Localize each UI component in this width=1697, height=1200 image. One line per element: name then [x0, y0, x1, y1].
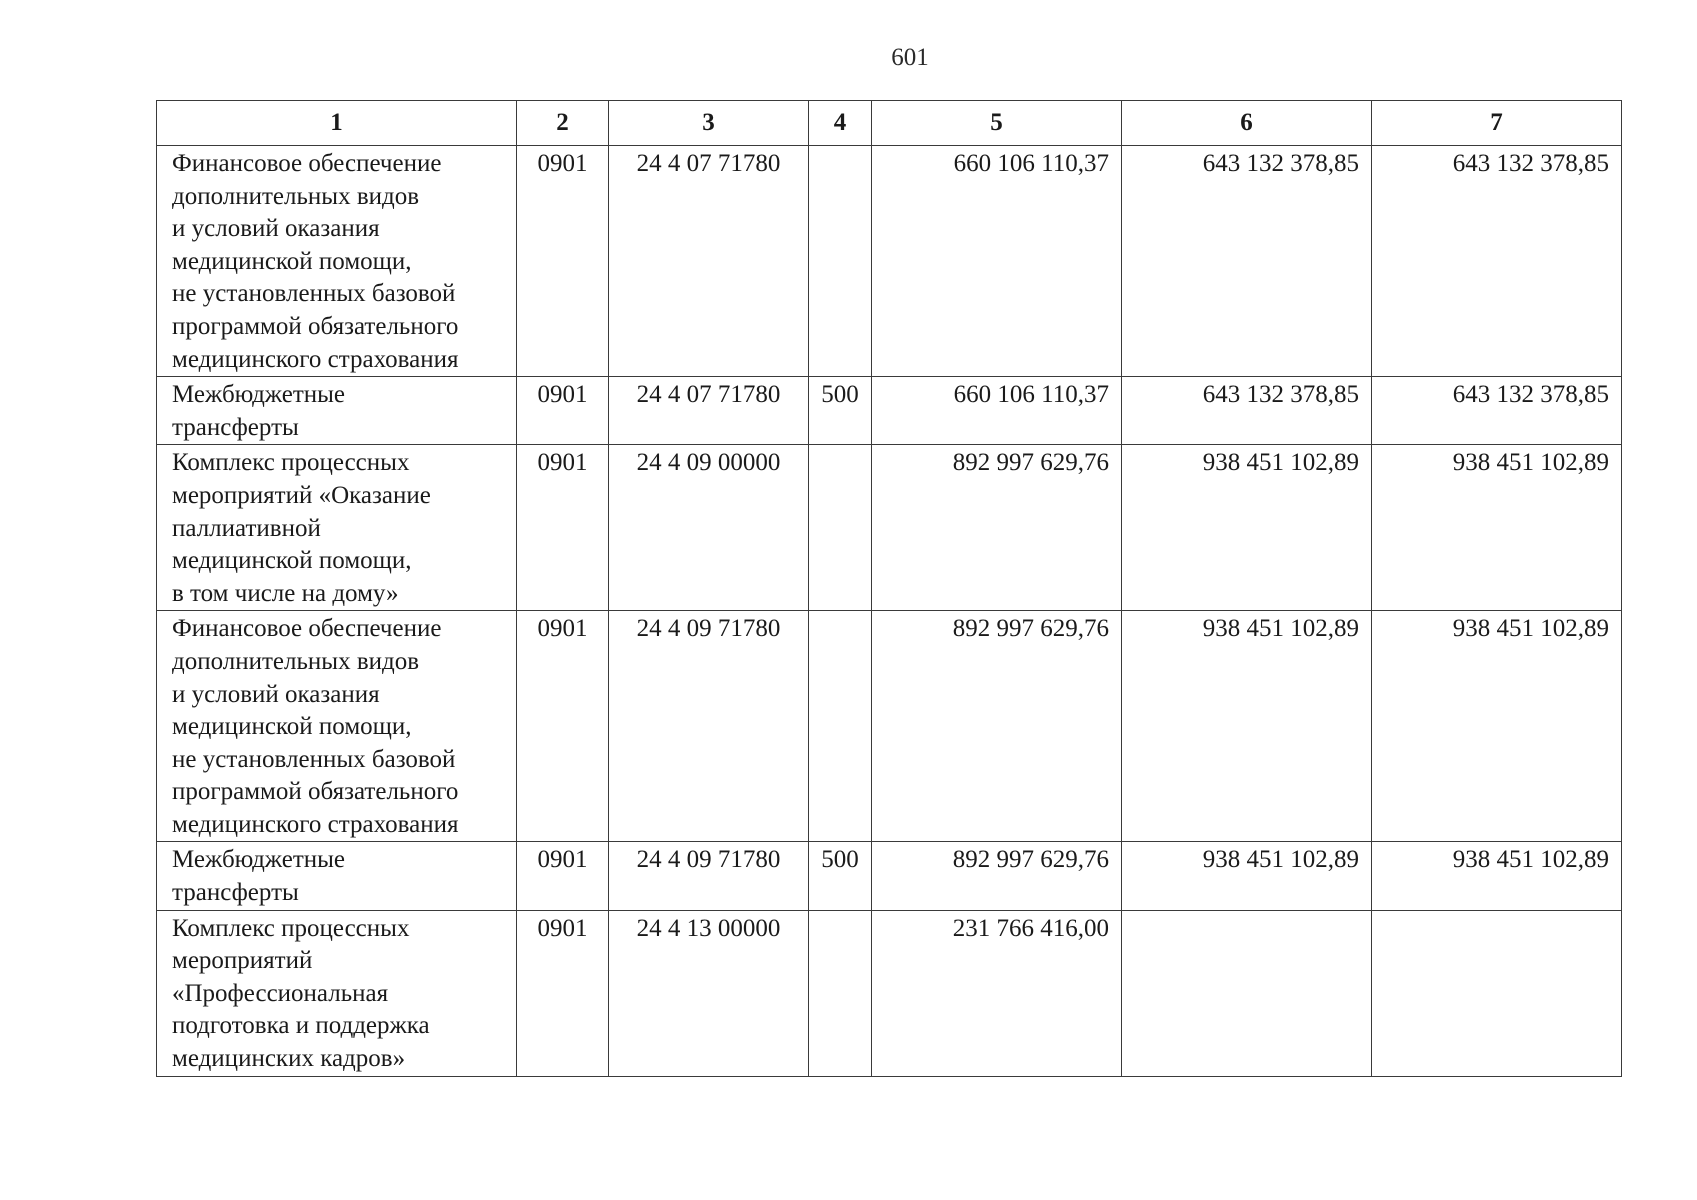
page-number: 601 [891, 44, 929, 71]
header-col-7: 7 [1372, 101, 1622, 146]
row-target-code: 24 4 07 71780 [609, 146, 809, 377]
row-value-col7: 643 132 378,85 [1372, 146, 1622, 377]
row-value-col7: 938 451 102,89 [1372, 611, 1622, 842]
header-col-3: 3 [609, 101, 809, 146]
table-row [157, 611, 1622, 842]
row-section-code: 0901 [517, 445, 609, 611]
row-type-code: 500 [809, 842, 872, 910]
budget-table [156, 100, 1622, 1077]
header-col-6: 6 [1122, 101, 1372, 146]
row-section-code: 0901 [517, 842, 609, 910]
row-target-code: 24 4 13 00000 [609, 910, 809, 1076]
row-value-col5: 892 997 629,76 [872, 611, 1122, 842]
row-value-col5: 892 997 629,76 [872, 842, 1122, 910]
row-name: Финансовое обеспечение дополнительных видов и условий оказания медицинской помощи, не установленных базовой программой обязательного медицинского страхования [157, 611, 517, 842]
row-name: Межбюджетные трансферты [157, 842, 517, 910]
row-value-col5: 892 997 629,76 [872, 445, 1122, 611]
row-value-col7: 938 451 102,89 [1372, 445, 1622, 611]
row-type-code [809, 445, 872, 611]
row-target-code: 24 4 09 71780 [609, 842, 809, 910]
row-value-col6 [1122, 910, 1372, 1076]
row-section-code: 0901 [517, 611, 609, 842]
row-value-col7 [1372, 910, 1622, 1076]
row-section-code: 0901 [517, 146, 609, 377]
table-row [157, 146, 1622, 377]
row-section-code: 0901 [517, 377, 609, 445]
table-row [157, 910, 1622, 1076]
row-target-code: 24 4 09 71780 [609, 611, 809, 842]
header-row [157, 101, 1622, 146]
header-col-2: 2 [517, 101, 609, 146]
row-type-code [809, 611, 872, 842]
header-col-4: 4 [809, 101, 872, 146]
row-target-code: 24 4 09 00000 [609, 445, 809, 611]
table-row [157, 842, 1622, 910]
row-value-col6: 938 451 102,89 [1122, 611, 1372, 842]
row-value-col6: 938 451 102,89 [1122, 842, 1372, 910]
row-value-col5: 660 106 110,37 [872, 377, 1122, 445]
row-value-col7: 643 132 378,85 [1372, 377, 1622, 445]
row-value-col6: 938 451 102,89 [1122, 445, 1372, 611]
row-value-col5: 660 106 110,37 [872, 146, 1122, 377]
header-col-1: 1 [157, 101, 517, 146]
row-target-code: 24 4 07 71780 [609, 377, 809, 445]
row-name: Межбюджетные трансферты [157, 377, 517, 445]
table-row [157, 445, 1622, 611]
row-name: Комплекс процессных мероприятий «Оказание паллиативной медицинской помощи, в том числе на дому» [157, 445, 517, 611]
row-value-col7: 938 451 102,89 [1372, 842, 1622, 910]
row-type-code [809, 146, 872, 377]
row-value-col6: 643 132 378,85 [1122, 146, 1372, 377]
row-name: Финансовое обеспечение дополнительных видов и условий оказания медицинской помощи, не установленных базовой программой обязательного медицинского страхования [157, 146, 517, 377]
row-value-col5: 231 766 416,00 [872, 910, 1122, 1076]
row-name: Комплекс процессных мероприятий «Профессиональная подготовка и поддержка медицинских кадров» [157, 910, 517, 1076]
header-col-5: 5 [872, 101, 1122, 146]
row-value-col6: 643 132 378,85 [1122, 377, 1372, 445]
row-type-code: 500 [809, 377, 872, 445]
row-type-code [809, 910, 872, 1076]
row-section-code: 0901 [517, 910, 609, 1076]
table-row [157, 377, 1622, 445]
